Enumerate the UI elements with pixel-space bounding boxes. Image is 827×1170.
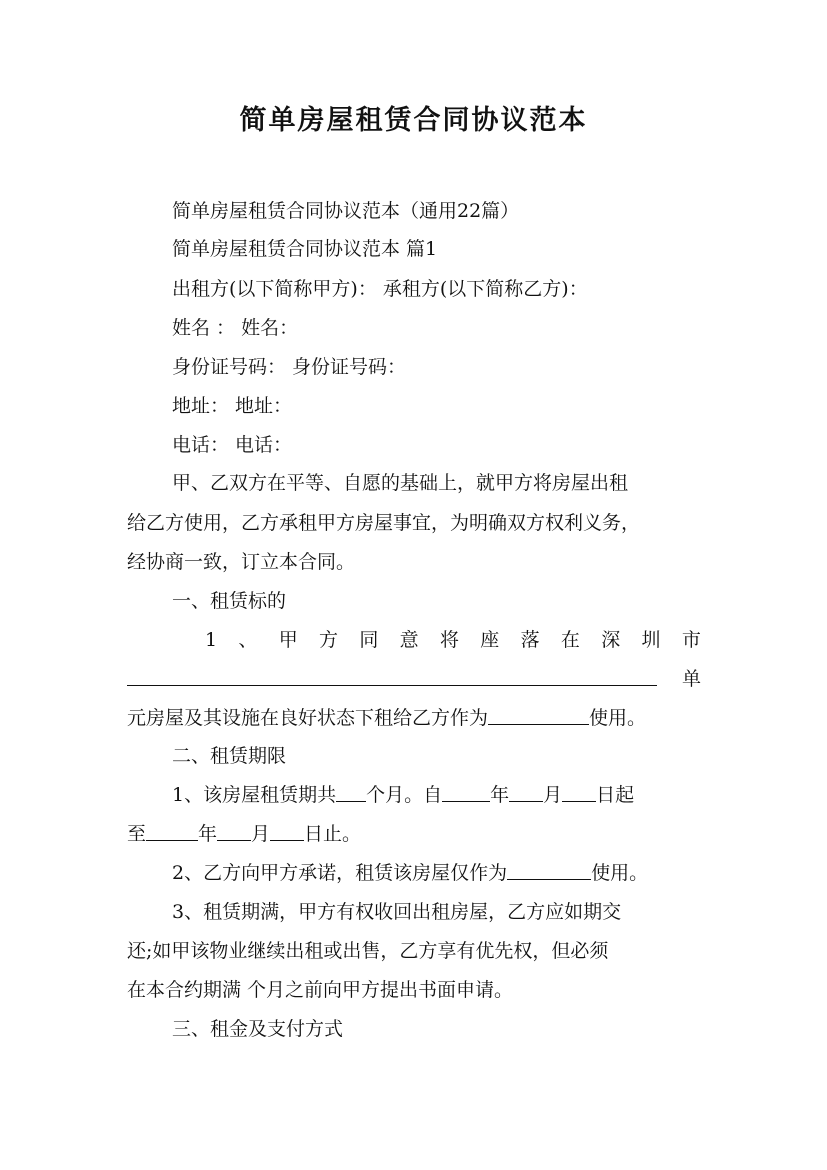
justified-char: 意 bbox=[399, 629, 419, 651]
section-heading: 简单房屋租赁合同协议范本 篇1 bbox=[172, 238, 438, 260]
justified-char: 在 bbox=[560, 629, 580, 651]
doc-subtitle: 简单房屋租赁合同协议范本（通用22篇） bbox=[172, 200, 520, 222]
preamble-line-2: 给乙方使用，乙方承租甲方房屋事宜，为明确双方权利义务， bbox=[127, 512, 641, 534]
justified-char: 市 bbox=[681, 629, 701, 651]
preamble-line-1: 甲、乙双方在平等、自愿的基础上，就甲方将房屋出租 bbox=[172, 472, 629, 494]
justified-char: 方 bbox=[319, 629, 339, 651]
article1-item1-line1 bbox=[205, 625, 701, 655]
term-text: 个月。自 bbox=[366, 784, 443, 806]
renewal-line-2: 还;如甲该物业继续出租或出售，乙方享有优先权，但必须 bbox=[127, 940, 609, 962]
term-text: 年 bbox=[198, 823, 218, 845]
renewal-line-1: 3、租赁期满，甲方有权收回出租房屋，乙方应如期交 bbox=[172, 901, 622, 923]
justified-char: 圳 bbox=[641, 629, 661, 651]
use-line bbox=[127, 858, 752, 888]
section1-title: 一、租赁标的 bbox=[172, 590, 287, 612]
phone-line: 电话： 电话： bbox=[172, 434, 293, 456]
term-text: 月 bbox=[543, 784, 563, 806]
article1-item1-line3 bbox=[127, 703, 707, 733]
justified-char: 落 bbox=[520, 629, 540, 651]
unit-char: 单 bbox=[681, 668, 701, 690]
name-line: 姓名 ： 姓名： bbox=[172, 317, 299, 339]
term-line-2 bbox=[127, 819, 707, 849]
usage-blank bbox=[488, 705, 589, 725]
start-day-blank bbox=[562, 782, 596, 802]
term-text: 日止。 bbox=[304, 823, 362, 845]
justified-char: 同 bbox=[359, 629, 379, 651]
section3-title: 三、租金及支付方式 bbox=[172, 1018, 344, 1040]
term-text: 年 bbox=[490, 784, 510, 806]
term-text: 1、该房屋租赁期共 bbox=[172, 784, 337, 806]
address-line: 地址： 地址： bbox=[172, 395, 293, 417]
use-suffix: 使用。 bbox=[591, 862, 649, 884]
justified-char: 甲 bbox=[278, 629, 298, 651]
start-month-blank bbox=[509, 782, 543, 802]
justified-char: 1 bbox=[205, 629, 218, 651]
usage-text: 元房屋及其设施在良好状态下租给乙方作为 bbox=[127, 707, 489, 729]
term-text: 至 bbox=[127, 823, 147, 845]
end-year-blank bbox=[146, 821, 198, 841]
justified-char: 座 bbox=[480, 629, 500, 651]
end-month-blank bbox=[217, 821, 251, 841]
address-blank bbox=[127, 666, 657, 686]
renewal-line-3: 在本合约期满 个月之前向甲方提出书面申请。 bbox=[127, 979, 514, 1001]
document-title: 简单房屋租赁合同协议范本 bbox=[239, 105, 588, 136]
party-line: 出租方(以下简称甲方)： 承租方(以下简称乙方)： bbox=[172, 278, 588, 300]
end-day-blank bbox=[270, 821, 304, 841]
term-text: 日起 bbox=[596, 784, 635, 806]
term-line-1 bbox=[127, 780, 752, 810]
justified-char: 将 bbox=[439, 629, 459, 651]
section2-title: 二、租赁期限 bbox=[172, 745, 287, 767]
justified-char: 、 bbox=[238, 629, 258, 651]
start-year-blank bbox=[442, 782, 490, 802]
justified-char: 深 bbox=[601, 629, 621, 651]
article1-item1-line2 bbox=[127, 664, 701, 694]
use-blank bbox=[507, 860, 591, 880]
term-text: 月 bbox=[251, 823, 271, 845]
preamble-line-3: 经协商一致，订立本合同。 bbox=[127, 551, 356, 573]
usage-suffix: 使用。 bbox=[589, 707, 647, 729]
id-line: 身份证号码： 身份证号码： bbox=[172, 356, 407, 378]
use-text: 2、乙方向甲方承诺，租赁该房屋仅作为 bbox=[172, 862, 508, 884]
months-blank bbox=[336, 782, 366, 802]
